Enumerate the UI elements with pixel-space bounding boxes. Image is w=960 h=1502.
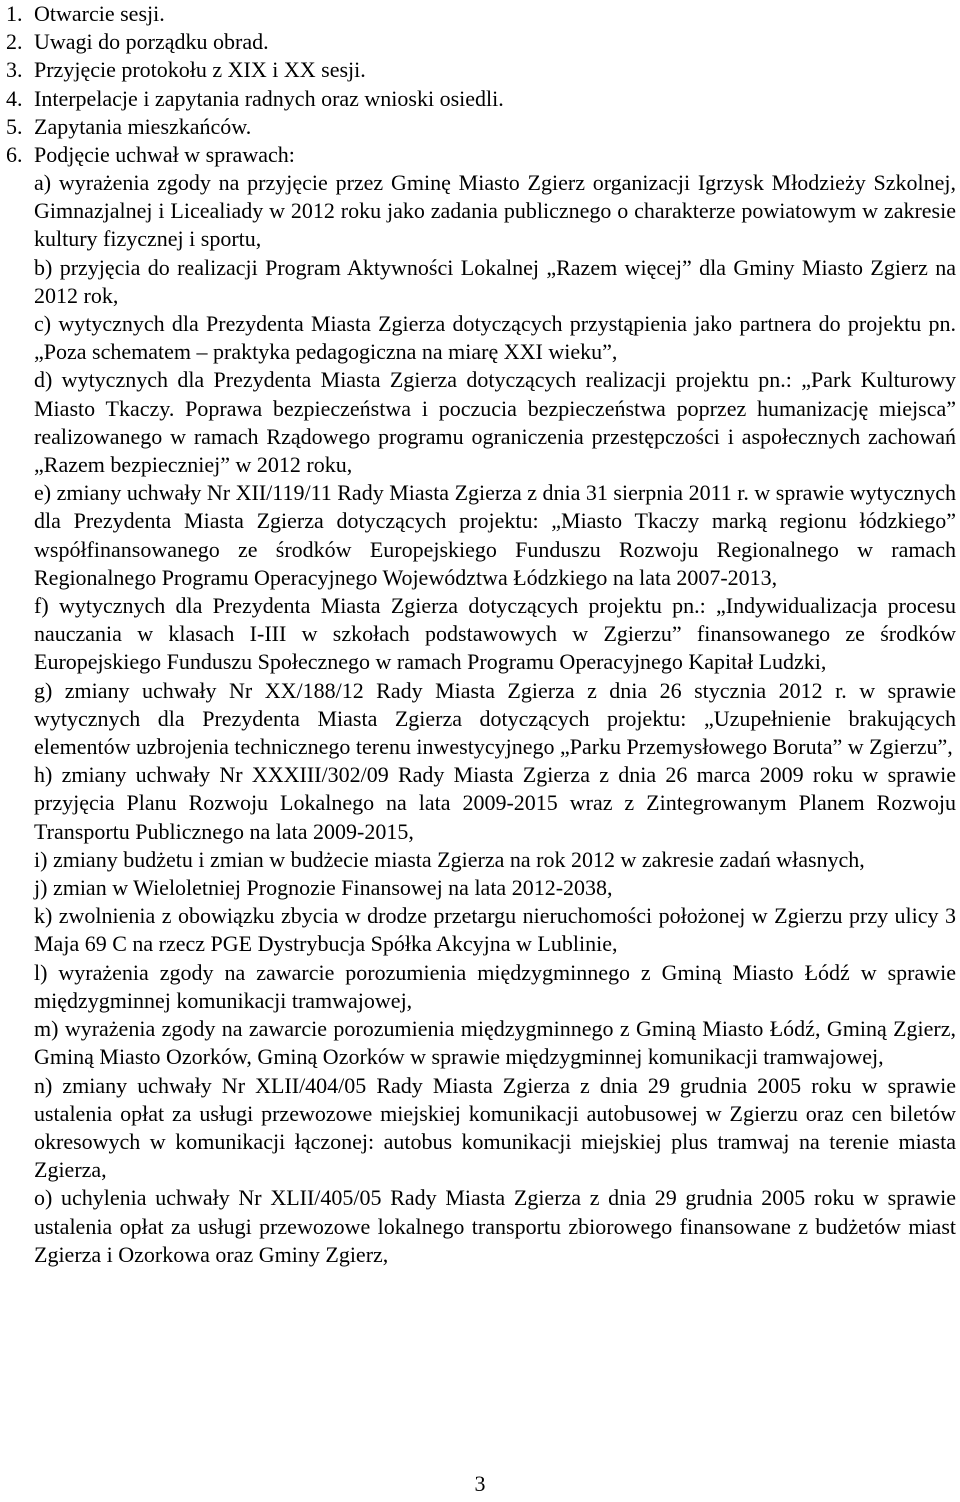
agenda-item (6, 28, 956, 56)
agenda-item-number: 2. (6, 29, 23, 55)
resolution-item-g: g) zmiany uchwały Nr XX/188/12 Rady Miasta Zgierza z dnia 26 stycznia 2012 r. w sprawie wytycznych dla Prezydenta Miasta Zgierza dotyczących projektu: „Uzupełnienie brakujących elementów uzbrojenia technicznego terenu inwestycyjnego „Parku Przemysłowego Boruta” w Zgierzu”, (34, 677, 956, 760)
agenda-item-number: 1. (6, 1, 23, 26)
resolution-item-a: a) wyrażenia zgody na przyjęcie przez Gminę Miasto Zgierz organizacji Igrzysk Młodzieży Szkolnej, Gimnazjalnej i Licealiady w 2012 roku jako zadania publicznego o charakterze powiatowym w zakresie kultury fizycznej i sportu, (34, 170, 956, 252)
resolution-list (34, 169, 956, 1269)
agenda-item (6, 56, 956, 84)
page-number: 3 (474, 1471, 486, 1496)
agenda-item-number: 5. (6, 113, 23, 139)
resolution-item-k: k) zwolnienia z obowiązku zbycia w drodze przetargu nieruchomości położonej w Zgierzu przy ulicy 3 Maja 69 C na rzecz PGE Dystrybucja Spółka Akcyjna w Lublinie, (34, 903, 956, 957)
resolution-item-f: f) wytycznych dla Prezydenta Miasta Zgierza dotyczących projektu pn.: „Indywidualizacja procesu nauczania w klasach I-III w szkołach podstawowych w Zgierzu” finansowanego ze środków Europejskiego Funduszu Społecznego w ramach Programu Operacyjnego Kapitał Ludzki, (34, 593, 956, 675)
agenda-item-text: Otwarcie sesji. (34, 1, 165, 26)
agenda-item-number: 6. (6, 142, 23, 168)
agenda-item-text: Podjęcie uchwał w sprawach: (34, 142, 295, 168)
agenda-item (6, 85, 956, 113)
agenda-item-text: Zapytania mieszkańców. (34, 113, 252, 139)
agenda-item-number: 3. (6, 57, 23, 83)
agenda-item-text: Interpelacje i zapytania radnych oraz wnioski osiedli. (34, 85, 504, 111)
agenda-item-text: Przyjęcie protokołu z XIX i XX sesji. (34, 57, 366, 83)
agenda-item (6, 141, 956, 169)
resolution-item-m: m) wyrażenia zgody na zawarcie porozumienia międzygminnego z Gminą Miasto Łódź, Gminą Zgierz, Gminą Miasto Ozorków, Gminą Ozorków w sprawie międzygminnej komunikacji tramwajowej, (34, 1016, 956, 1070)
agenda-list (6, 0, 956, 169)
resolution-item-j: j) zmian w Wieloletniej Prognozie Finansowej na lata 2012-2038, (34, 875, 613, 901)
resolution-item-o: o) uchylenia uchwały Nr XLII/405/05 Rady Miasta Zgierza z dnia 29 grudnia 2005 roku w sprawie ustalenia opłat za usługi przewozowe lokalnego transportu zbiorowego finansowane z budżetów miast Zgierza i Ozorkowa oraz Gminy Zgierz, (34, 1185, 956, 1267)
agenda-item-number: 4. (6, 85, 23, 111)
resolution-item-i: i) zmiany budżetu i zmian w budżecie miasta Zgierza na rok 2012 w zakresie zadań własnych, (34, 846, 865, 872)
resolution-item-c: c) wytycznych dla Prezydenta Miasta Zgierza dotyczących przystąpienia jako partnera do projektu pn. „Poza schematem – praktyka pedagogiczna na miarę XXI wieku”, (34, 311, 956, 365)
resolution-item-l: l) wyrażenia zgody na zawarcie porozumienia międzygminnego z Gminą Miasto Łódź w sprawie międzygminnej komunikacji tramwajowej, (34, 959, 956, 1013)
agenda-item-text: Uwagi do porządku obrad. (34, 29, 269, 55)
resolution-item-e: e) zmiany uchwały Nr XII/119/11 Rady Miasta Zgierza z dnia 31 sierpnia 2011 r. w sprawie wytycznych dla Prezydenta Miasta Zgierza dotyczących projektu: „Miasto Tkaczy marką regionu łódzkiego” współfinansowanego ze środków Europejskiego Funduszu Rozwoju Regionalnego w ramach Regionalnego Programu Operacyjnego Województwa Łódzkiego na lata 2007-2013, (34, 480, 956, 590)
agenda-item (6, 0, 956, 28)
resolution-item-h: h) zmiany uchwały Nr XXXIII/302/09 Rady Miasta Zgierza z dnia 26 marca 2009 roku w sprawie przyjęcia Planu Rozwoju Lokalnego na lata 2009-2015 wraz z Zintegrowanym Planem Rozwoju Transportu Publicznego na lata 2009-2015, (34, 762, 956, 844)
resolution-item-n: n) zmiany uchwały Nr XLII/404/05 Rady Miasta Zgierza z dnia 29 grudnia 2005 roku w sprawie ustalenia opłat za usługi przewozowe miejskiej komunikacji autobusowej w Zgierzu oraz cen biletów okresowych w komunikacji łączonej: autobus komunikacji miejskiej plus tramwaj na terenie miasta Zgierza, (34, 1072, 956, 1183)
agenda-item (6, 113, 956, 141)
resolution-item-b: b) przyjęcia do realizacji Program Aktywności Lokalnej „Razem więcej” dla Gminy Miasto Zgierz na 2012 rok, (34, 254, 956, 308)
resolution-item-d: d) wytycznych dla Prezydenta Miasta Zgierza dotyczących realizacji projektu pn.: „Park Kulturowy Miasto Tkaczy. Poprawa bezpieczeństwa i poczucia bezpieczeństwa poprzez humanizację miejsca” realizowanego w ramach Rządowego programu ograniczenia przestępczości i aspołecznych zachowań „Razem bezpieczniej” w 2012 roku, (34, 367, 956, 478)
